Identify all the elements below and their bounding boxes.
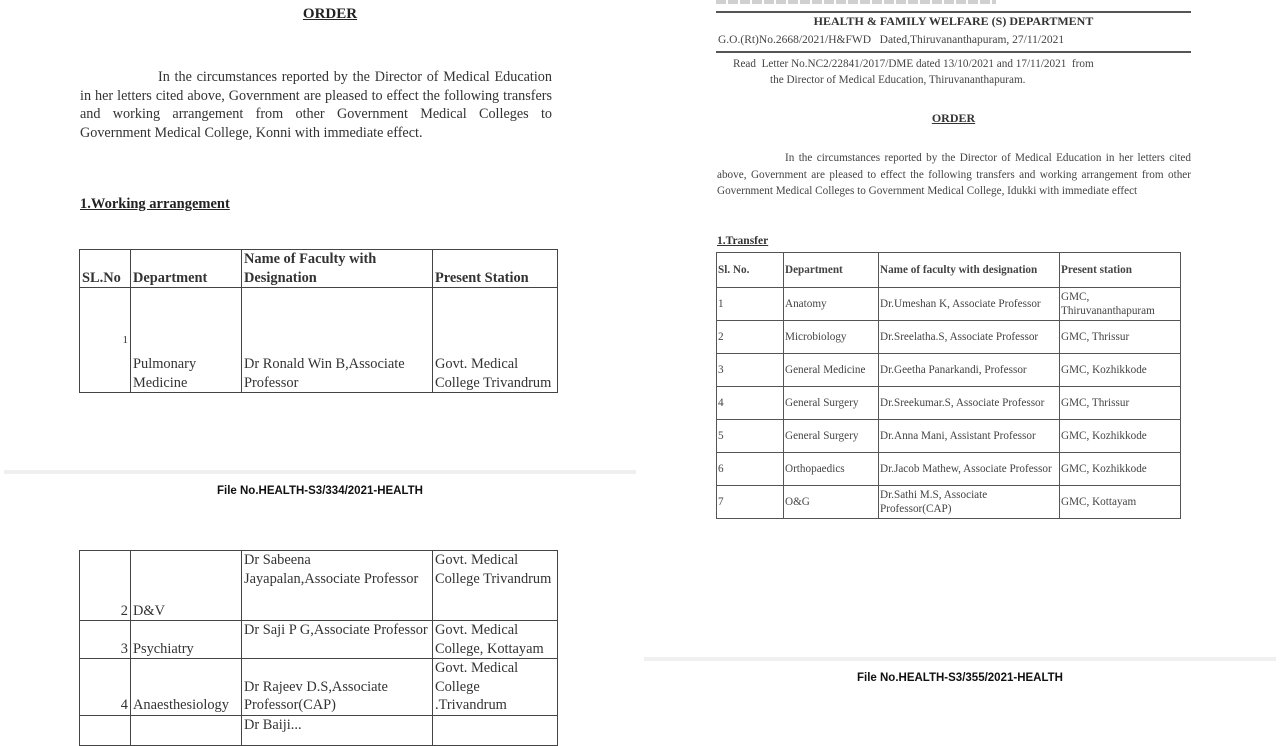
right-file-number: File No.HEALTH-S3/355/2021-HEALTH [857,672,1063,684]
table-row [80,288,558,393]
cell-department: Anaesthesiology [131,659,242,716]
cell-station: Govt. Medical College, Kottayam [433,621,558,659]
col-header-department: Department [131,250,242,288]
table-row [717,420,1181,453]
cell-slno: 1 [80,288,131,393]
table-row [80,551,558,621]
cell-slno: 6 [717,453,784,486]
cell-station: GMC, Kottayam [1060,486,1181,519]
cell-faculty: Dr.Jacob Mathew, Associate Professor [879,453,1060,486]
cell-department: Anatomy [784,288,879,321]
col-header-faculty: Name of faculty with designation [879,253,1060,288]
col-header-faculty: Name of Faculty with Designation [242,250,433,288]
cell-faculty: Dr Baiji... [242,715,433,745]
table-row [717,354,1181,387]
left-working-arrangement-table [79,249,558,393]
left-file-number: File No.HEALTH-S3/334/2021-HEALTH [217,485,423,497]
cell-faculty: Dr.Geetha Panarkandi, Professor [879,354,1060,387]
table-row [717,321,1181,354]
cell-station: Govt. Medical College Trivandrum [433,288,558,393]
cell-faculty: Dr.Umeshan K, Associate Professor [879,288,1060,321]
cell-slno: 2 [80,551,131,621]
cell-department: Microbiology [784,321,879,354]
cell-slno: 3 [80,621,131,659]
cell-department: O&G [784,486,879,519]
cell-faculty: Dr.Anna Mani, Assistant Professor [879,420,1060,453]
col-header-slno: SL.No [80,250,131,288]
page-separator [4,470,636,474]
cell-slno: 4 [80,659,131,716]
header-rule [716,51,1191,53]
cell-faculty: Dr.Sathi M.S, Associate Professor(CAP) [879,486,1060,519]
cell-faculty: Dr Saji P G,Associate Professor [242,621,433,659]
header-rule [716,11,1191,13]
cell-faculty: Dr Ronald Win B,Associate Professor [242,288,433,393]
cell-department: Psychiatry [131,621,242,659]
cell-station: Govt. Medical College .Trivandrum [433,659,558,716]
right-order-paragraph [717,150,1191,200]
cell-slno: 3 [717,354,784,387]
cell-department: General Surgery [784,387,879,420]
cell-department: Orthopaedics [784,453,879,486]
right-transfer-table [716,252,1181,519]
page-separator [644,657,1276,661]
cell-slno: 2 [717,321,784,354]
cell-faculty: Dr.Sreekumar.S, Associate Professor [879,387,1060,420]
table-row [717,288,1181,321]
col-header-department: Department [784,253,879,288]
table-row [717,486,1181,519]
read-reference [733,56,1191,88]
table-header-row [80,250,558,288]
cell-station: GMC, Kozhikkode [1060,354,1181,387]
left-section-title: 1.Working arrangement [80,196,230,212]
left-order-paragraph [80,68,552,142]
cell-faculty: Dr Sabeena Jayapalan,Associate Professor [242,551,433,621]
cropped-header-text [716,0,996,4]
go-number-line: G.O.(Rt)No.2668/2021/H&FWD Dated,Thiruvananthapuram, 27/11/2021 [718,34,1065,46]
cell-station: GMC, Thiruvananthapuram [1060,288,1181,321]
cell-department: General Surgery [784,420,879,453]
col-header-slno: Sl. No. [717,253,784,288]
left-order-title: ORDER [302,6,358,22]
cell-station: GMC, Thrissur [1060,321,1181,354]
read-line-2: the Director of Medical Education, Thiruvananthapuram. [770,74,1026,86]
table-row [717,387,1181,420]
cell-station: GMC, Thrissur [1060,387,1181,420]
cell-department: General Medicine [784,354,879,387]
table-row [80,659,558,716]
right-order-title: ORDER [931,111,976,125]
cell-station: GMC, Kozhikkode [1060,420,1181,453]
cell-faculty: Dr Rajeev D.S,Associate Professor(CAP) [242,659,433,716]
cell-department: D&V [131,551,242,621]
cell-slno: 4 [717,387,784,420]
table-row [80,621,558,659]
left-paragraph-text: In the circumstances reported by the Director of Medical Education in her letters cited above, Government are pleased to effect the following transfers and working arrangement from other Government Medical Colleges to Government Medical College, Konni with immediate effect. [80,69,552,141]
col-header-station: Present station [1060,253,1181,288]
cell-faculty: Dr.Sreelatha.S, Associate Professor [879,321,1060,354]
col-header-station: Present Station [433,250,558,288]
table-header-row [717,253,1181,288]
right-section-title: 1.Transfer [717,235,769,247]
cell-slno: 1 [717,288,784,321]
cell-slno: 7 [717,486,784,519]
cell-department: Pulmonary Medicine [131,288,242,393]
right-paragraph-text: In the circumstances reported by the Director of Medical Education in her letters cited above, Government are pleased to effect the following transfers and working arrangement from other Government Medical Colleges to Government Medical College, Idukki with immediate effect [717,152,1191,197]
table-row [717,453,1181,486]
cell-station: GMC, Kozhikkode [1060,453,1181,486]
read-line-1: Read Letter No.NC2/22841/2017/DME dated 13/10/2021 and 17/11/2021 from [733,58,1094,70]
left-working-arrangement-table-continued [79,550,558,746]
cell-slno: 5 [717,420,784,453]
cell-station: Govt. Medical College Trivandrum [433,551,558,621]
department-heading: HEALTH & FAMILY WELFARE (S) DEPARTMENT [813,14,1094,28]
